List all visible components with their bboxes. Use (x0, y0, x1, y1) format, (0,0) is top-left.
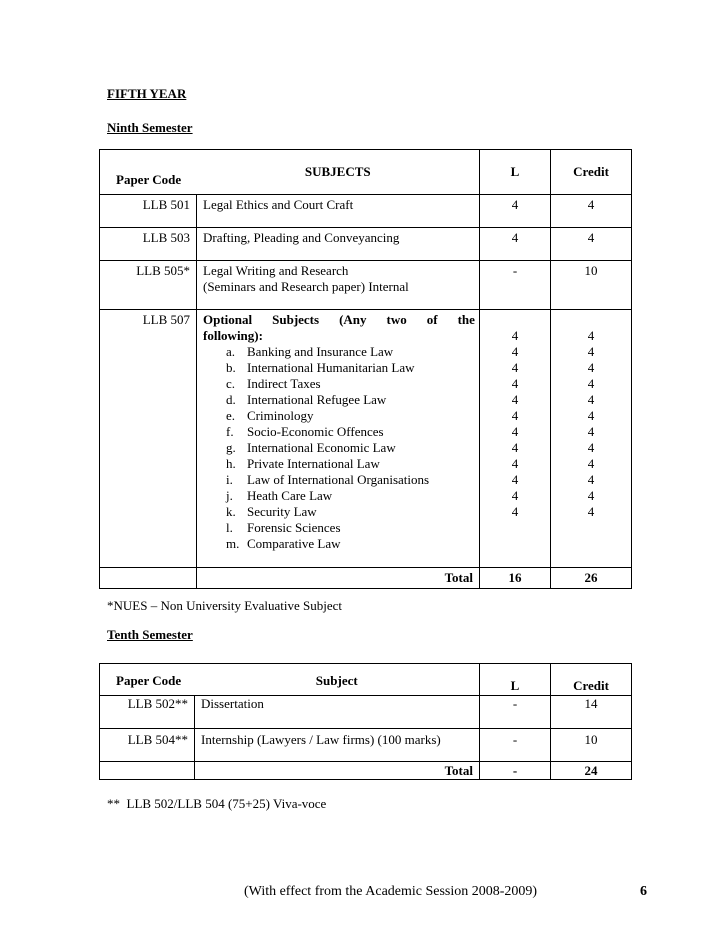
optional-subject-item (226, 424, 479, 440)
paper-code: LLB 507 (100, 310, 197, 568)
header-subjects: SUBJECTS (197, 150, 480, 195)
optional-subject-item (226, 520, 479, 536)
header-paper-code: Paper Code (100, 664, 195, 696)
item-letter: m. (226, 536, 240, 551)
item-credit-value (551, 520, 631, 536)
tenth-semester-heading: Tenth Semester (107, 627, 193, 642)
subject-name: Drafting, Pleading and Conveyancing (197, 228, 480, 261)
item-credit-value: 4 (587, 504, 595, 519)
nues-note: *NUES – Non University Evaluative Subject (107, 598, 343, 613)
optional-subject-item (226, 456, 479, 472)
item-letter: g. (226, 440, 236, 455)
subject-name: Internship (Lawyers / Law firms) (100 marks) (195, 729, 480, 762)
header-l: L (480, 150, 551, 195)
item-name: Private International Law (247, 456, 380, 471)
item-credit-value: 4 (587, 408, 595, 423)
item-name: International Economic Law (247, 440, 396, 455)
optional-subject-item (226, 488, 479, 504)
item-credit-value: 4 (587, 488, 595, 503)
optional-credit-values (551, 310, 632, 568)
total-label: Total (197, 568, 480, 589)
total-l: - (480, 762, 551, 780)
subject-name: Legal Writing and Research (203, 263, 349, 278)
item-l-value: 4 (511, 328, 519, 343)
total-credit: 24 (551, 762, 632, 780)
header-credit: Credit (551, 664, 632, 696)
optional-subject-item (226, 504, 479, 520)
optional-subjects-cell (197, 310, 480, 568)
header-paper-code: Paper Code (100, 150, 197, 195)
item-letter: d. (226, 392, 236, 407)
tenth-semester-table (99, 663, 632, 780)
item-l-value: 4 (511, 472, 519, 487)
optional-title: Optional Subjects (Any two of the (203, 312, 475, 327)
item-letter: h. (226, 456, 236, 471)
item-l-value: 4 (511, 344, 519, 359)
optional-title-line2: following): (203, 328, 263, 343)
paper-code: LLB 502** (100, 696, 195, 729)
item-letter: a. (226, 344, 236, 359)
table-header-row (100, 664, 632, 696)
item-name: Heath Care Law (247, 488, 333, 503)
item-l-value: 4 (511, 424, 519, 439)
credit-value: 4 (551, 228, 632, 261)
paper-code: LLB 501 (100, 195, 197, 228)
item-name: International Humanitarian Law (247, 360, 415, 375)
item-name: International Refugee Law (247, 392, 387, 407)
subject-name: Dissertation (195, 696, 480, 729)
credit-value: 14 (551, 696, 632, 729)
item-name: Banking and Insurance Law (247, 344, 394, 359)
item-name: Socio-Economic Offences (247, 424, 384, 439)
l-value: - (480, 729, 551, 762)
optional-subject-item (226, 440, 479, 456)
table-row (100, 261, 632, 310)
table-row (100, 696, 632, 729)
item-credit-value: 4 (587, 392, 595, 407)
total-credit: 26 (551, 568, 632, 589)
table-row (100, 195, 632, 228)
page-number: 6 (640, 884, 647, 899)
table-header-row (100, 150, 632, 195)
item-letter: f. (226, 424, 234, 439)
item-name: Criminology (247, 408, 314, 423)
optional-subject-item (226, 344, 479, 360)
item-l-value: 4 (511, 376, 519, 391)
item-l-value: 4 (511, 360, 519, 375)
viva-voce-note: ** LLB 502/LLB 504 (75+25) Viva-voce (107, 796, 327, 811)
item-credit-value: 4 (587, 456, 595, 471)
item-credit-value: 4 (587, 328, 595, 343)
total-l: 16 (480, 568, 551, 589)
optional-subject-item (226, 392, 479, 408)
year-heading: FIFTH YEAR (107, 86, 187, 101)
l-value: - (480, 261, 551, 310)
subject-note: (Seminars and Research paper) Internal (203, 279, 409, 294)
item-credit-value: 4 (587, 360, 595, 375)
item-l-value: 4 (511, 488, 519, 503)
item-letter: k. (226, 504, 236, 519)
l-value: 4 (480, 228, 551, 261)
optional-row (100, 310, 632, 568)
optional-subject-item (226, 376, 479, 392)
item-credit-value: 4 (587, 376, 595, 391)
item-credit-value: 4 (587, 344, 595, 359)
item-name: Law of International Organisations (247, 472, 430, 487)
optional-subject-item (226, 408, 479, 424)
credit-value: 10 (551, 729, 632, 762)
item-letter: b. (226, 360, 236, 375)
total-row (100, 568, 632, 589)
optional-subject-item (226, 360, 479, 376)
item-l-value (480, 520, 550, 536)
ninth-semester-heading: Ninth Semester (107, 120, 193, 135)
item-l-value: 4 (511, 440, 519, 455)
item-l-value: 4 (511, 392, 519, 407)
item-letter: j. (226, 488, 233, 503)
item-name: Security Law (247, 504, 317, 519)
header-credit: Credit (551, 150, 632, 195)
item-l-value: 4 (511, 408, 519, 423)
header-l: L (480, 664, 551, 696)
l-value: 4 (480, 195, 551, 228)
subject-name: Legal Ethics and Court Craft (197, 195, 480, 228)
table-row (100, 228, 632, 261)
footer-note: (With effect from the Academic Session 2008-2009) (244, 884, 538, 899)
optional-subject-item (226, 536, 479, 552)
paper-code: LLB 503 (100, 228, 197, 261)
paper-code: LLB 504** (100, 729, 195, 762)
item-name: Forensic Sciences (247, 520, 341, 535)
item-credit-value: 4 (587, 472, 595, 487)
credit-value: 10 (551, 261, 632, 310)
item-letter: c. (226, 376, 236, 391)
item-name: Comparative Law (247, 536, 341, 551)
item-letter: i. (226, 472, 233, 487)
item-l-value: 4 (511, 504, 519, 519)
item-credit-value: 4 (587, 440, 595, 455)
credit-value: 4 (551, 195, 632, 228)
item-name: Indirect Taxes (247, 376, 321, 391)
optional-l-values (480, 310, 551, 568)
total-row (100, 762, 632, 780)
subject-cell (197, 261, 480, 310)
item-letter: l. (226, 520, 233, 535)
item-l-value: 4 (511, 456, 519, 471)
table-row (100, 729, 632, 762)
item-credit-value: 4 (587, 424, 595, 439)
total-label: Total (195, 762, 480, 780)
item-letter: e. (226, 408, 236, 423)
optional-subject-list (203, 344, 479, 552)
paper-code: LLB 505* (100, 261, 197, 310)
ninth-semester-table (99, 149, 632, 589)
optional-subject-item (226, 472, 479, 488)
l-value: - (480, 696, 551, 729)
header-subject: Subject (195, 664, 480, 696)
